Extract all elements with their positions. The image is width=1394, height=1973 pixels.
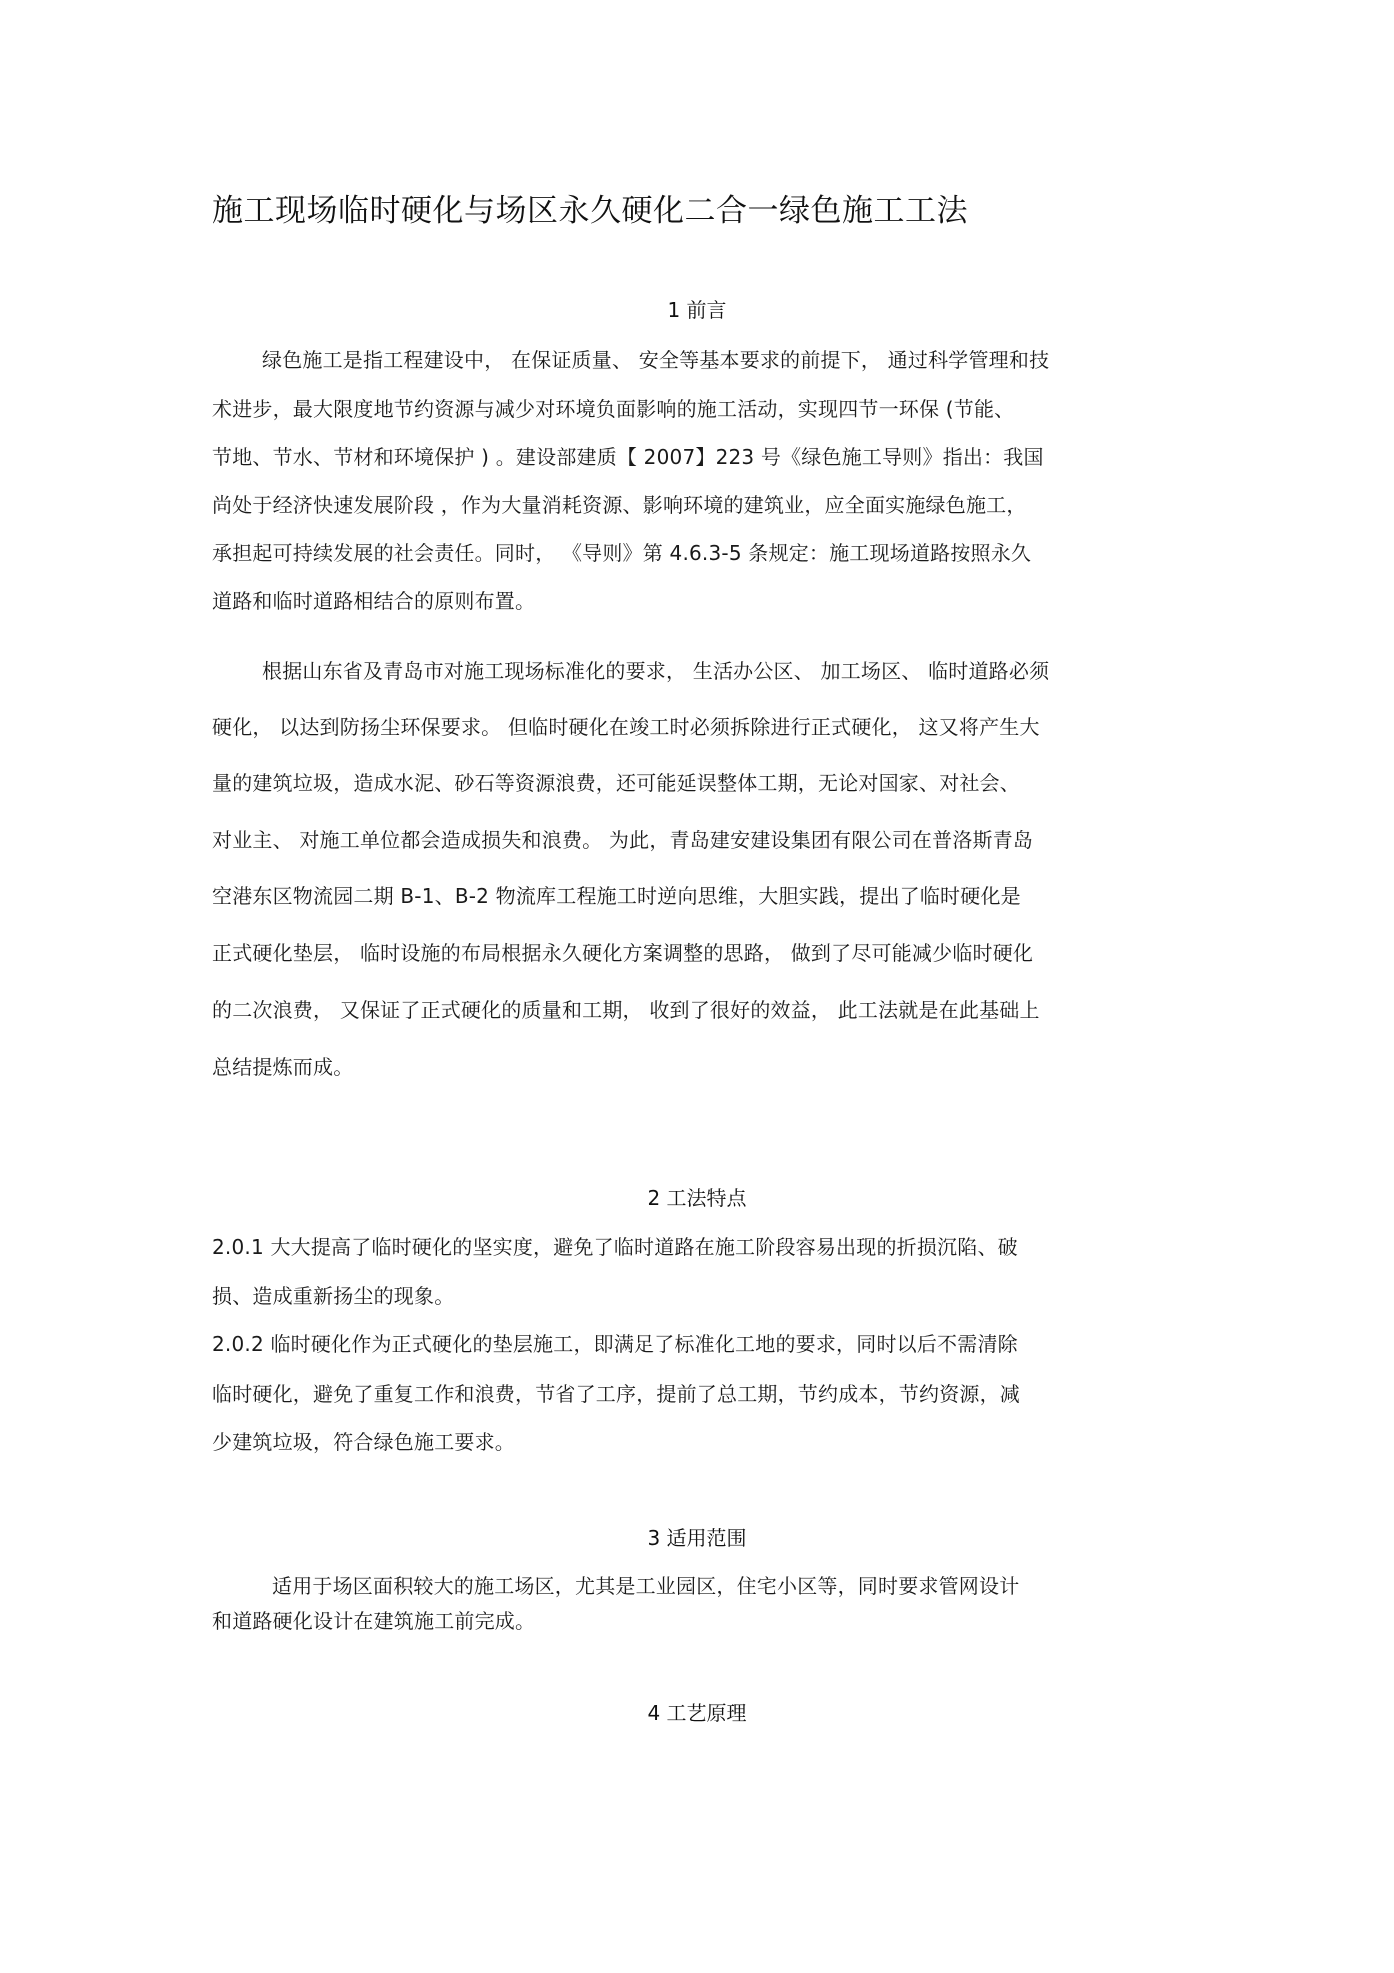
paragraph-line: 承担起可持续发展的社会责任。同时， 《导则》第 4.6.3-5 条规定：施工现场道路按照永久 — [212, 541, 1032, 565]
paragraph-line: 节地、节水、节材和环境保护 ) 。建设部建质【 2007】223 号《绿色施工导则》指出：我国 — [212, 445, 1044, 469]
paragraph-line: 2.0.1 大大提高了临时硬化的坚实度，避免了临时道路在施工阶段容易出现的折损沉陷、破 — [212, 1235, 1018, 1259]
paragraph-line: 对业主、 对施工单位都会造成损失和浪费。 为此，青岛建安建设集团有限公司在普洛斯青岛 — [212, 828, 1034, 852]
paragraph-line: 硬化， 以达到防扬尘环保要求。 但临时硬化在竣工时必须拆除进行正式硬化， 这又将产生大 — [212, 715, 1040, 739]
paragraph-line: 根据山东省及青岛市对施工现场标准化的要求， 生活办公区、 加工场区、 临时道路必须 — [262, 659, 1050, 683]
section-heading-features: 2 工法特点 — [647, 1186, 747, 1210]
document-title: 施工现场临时硬化与场区永久硬化二合一绿色施工工法 — [212, 193, 968, 229]
paragraph-line: 损、造成重新扬尘的现象。 — [212, 1284, 455, 1308]
paragraph-line: 适用于场区面积较大的施工场区，尤其是工业园区，住宅小区等，同时要求管网设计 — [272, 1574, 1020, 1598]
section-heading-principle: 4 工艺原理 — [647, 1701, 747, 1725]
paragraph-line: 总结提炼而成。 — [212, 1055, 354, 1079]
paragraph-line: 术进步，最大限度地节约资源与减少对环境负面影响的施工活动，实现四节一环保 (节能、 — [212, 397, 1015, 421]
paragraph-line: 和道路硬化设计在建筑施工前完成。 — [212, 1609, 536, 1633]
paragraph-line: 绿色施工是指工程建设中， 在保证质量、 安全等基本要求的前提下， 通过科学管理和技 — [262, 348, 1050, 372]
section-heading-preface: 1 前言 — [667, 298, 727, 322]
paragraph-line: 道路和临时道路相结合的原则布置。 — [212, 589, 536, 613]
paragraph-line: 临时硬化，避免了重复工作和浪费，节省了工序，提前了总工期，节约成本，节约资源，减 — [212, 1382, 1020, 1406]
section-heading-scope: 3 适用范围 — [647, 1526, 747, 1550]
paragraph-line: 尚处于经济快速发展阶段 ，作为大量消耗资源、影响环境的建筑业，应全面实施绿色施工， — [212, 493, 1027, 517]
paragraph-line: 2.0.2 临时硬化作为正式硬化的垫层施工，即满足了标准化工地的要求，同时以后不需清除 — [212, 1332, 1018, 1356]
paragraph-line: 的二次浪费， 又保证了正式硬化的质量和工期， 收到了很好的效益， 此工法就是在此基础上 — [212, 998, 1040, 1022]
paragraph-line: 空港东区物流园二期 B-1、B-2 物流库工程施工时逆向思维，大胆实践，提出了临时硬化是 — [212, 884, 1021, 908]
paragraph-line: 正式硬化垫层， 临时设施的布局根据永久硬化方案调整的思路， 做到了尽可能减少临时硬化 — [212, 941, 1034, 965]
paragraph-line: 少建筑垃圾，符合绿色施工要求。 — [212, 1430, 515, 1454]
paragraph-line: 量的建筑垃圾，造成水泥、砂石等资源浪费，还可能延误整体工期，无论对国家、对社会、 — [212, 771, 1020, 795]
